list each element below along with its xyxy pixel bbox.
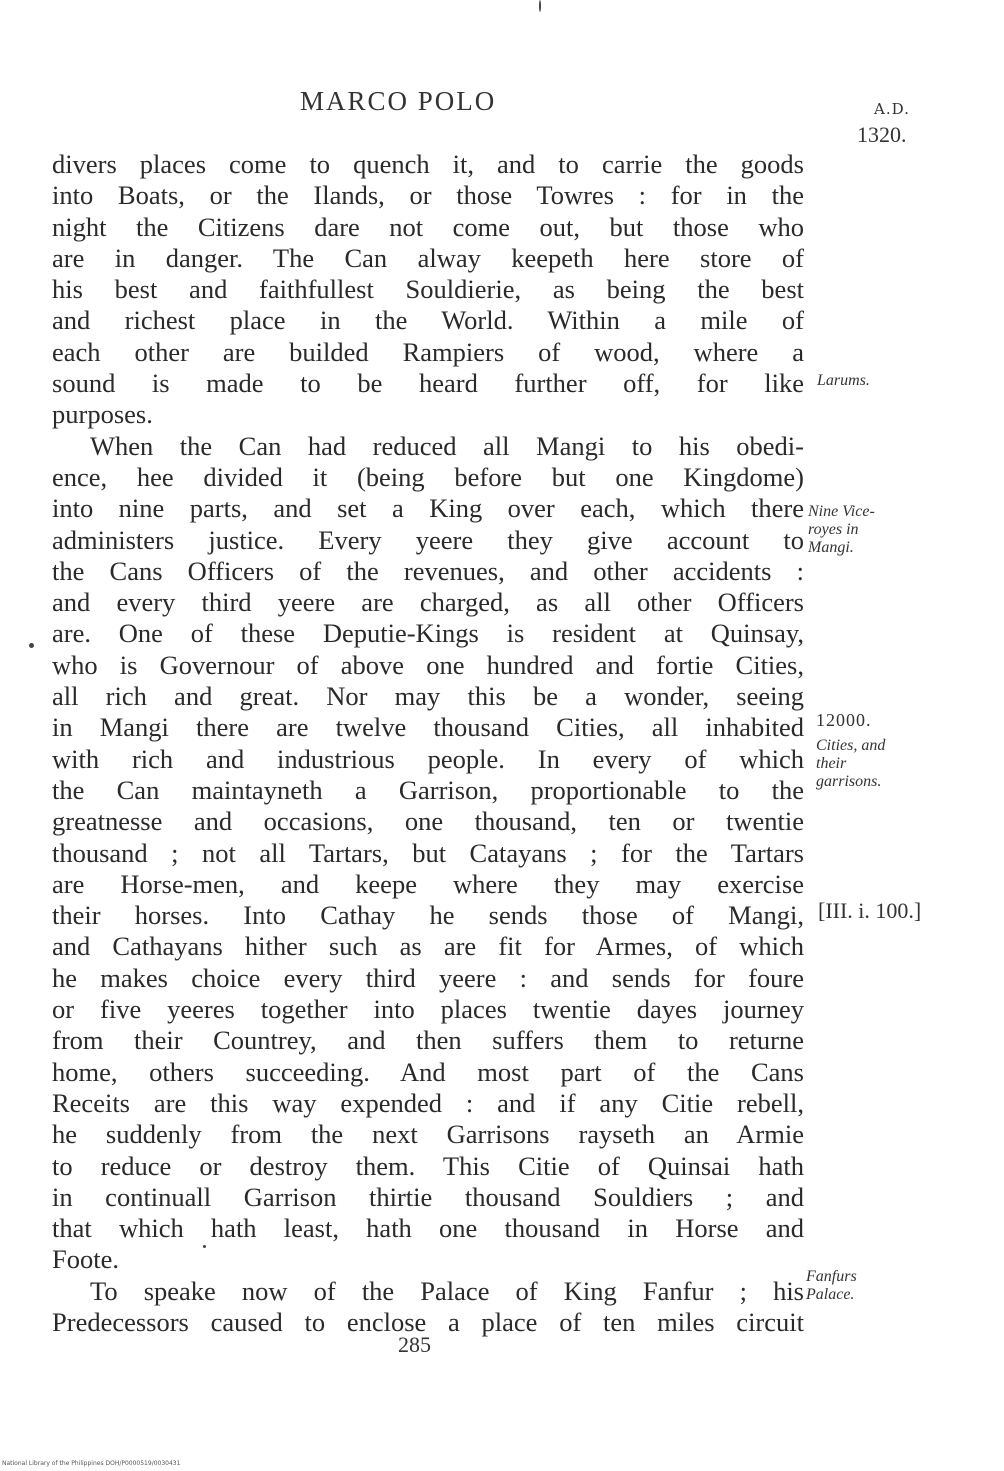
margin-note-line: Nine Vice- [808, 503, 875, 520]
text-line: into nine parts, and set a King over each, which there [52, 493, 804, 524]
text-line: Foote. [52, 1244, 119, 1275]
scan-speck [203, 1245, 206, 1248]
text-line: sound is made to be heard further off, for like [52, 368, 804, 399]
text-line: the Cans Officers of the revenues, and other accidents : [52, 555, 804, 586]
text-line: that which hath least, hath one thousand in Horse and [52, 1213, 804, 1244]
text-line: Predecessors caused to enclose a place of ten miles circuit [52, 1306, 804, 1337]
text-line: he suddenly from the next Garrisons rayseth an Armie [52, 1119, 804, 1150]
text-line: and every third yeere are charged, as all other Officers [52, 587, 804, 618]
scan-speck [29, 643, 34, 648]
text-line: who is Governour of above one hundred and fortie Cities, [52, 649, 804, 680]
text-line: into Boats, or the Ilands, or those Towres : for in the [52, 180, 804, 211]
paragraph-3 [52, 1276, 804, 1339]
paragraph-1 [52, 149, 804, 431]
text-line: or five yeeres together into places twentie dayes journey [52, 994, 804, 1025]
text-line: with rich and industrious people. In every of which [52, 743, 804, 774]
text-line: thousand ; not all Tartars, but Catayans ; for the Tartars [52, 837, 804, 868]
text-line: divers places come to quench it, and to carrie the goods [52, 149, 804, 179]
margin-reference: [III. i. 100.] [818, 898, 922, 923]
text-line: the Can maintayneth a Garrison, proportionable to the [52, 774, 804, 805]
text-line: his best and faithfullest Souldierie, as being the best [52, 274, 804, 305]
running-title: MARCO POLO [300, 86, 497, 116]
text-line: and richest place in the World. Within a mile of [52, 305, 804, 336]
scan-speck [539, 0, 541, 12]
text-line: in Mangi there are twelve thousand Cities, all inhabited [52, 712, 804, 743]
text-line: in continuall Garrison thirtie thousand Souldiers ; and [52, 1181, 804, 1212]
margin-note-cities-number: 12000. [816, 710, 872, 730]
text-line: night the Citizens dare not come out, but those who [52, 211, 804, 242]
page-header [0, 0, 1004, 147]
margin-note-line: Mangi. [808, 539, 854, 556]
text-line: administers justice. Every yeere they give account to [52, 524, 804, 555]
margin-note-line: garrisons. [816, 773, 882, 790]
margin-note-cities-garrisons [816, 737, 885, 791]
margin-note-line: Fanfurs [806, 1268, 857, 1285]
text-line: each other are builded Rampiers of wood, where a [52, 336, 804, 367]
text-line: all rich and great. Nor may this be a wonder, seeing [52, 681, 804, 712]
text-line: Receits are this way expended : and if any Citie rebell, [52, 1087, 804, 1118]
text-line: and Cathayans hither such as are fit for Armes, of which [52, 931, 804, 962]
text-line: from their Countrey, and then suffers them to returne [52, 1025, 804, 1056]
margin-note-larums: Larums. [817, 372, 870, 389]
text-line: When the Can had reduced all Mangi to his obedi- [90, 430, 804, 461]
date-era-label: A.D. [874, 100, 910, 118]
text-line: are Horse-men, and keepe where they may exercise [52, 868, 804, 899]
margin-note-line: Palace. [806, 1286, 855, 1303]
margin-note-line: royes in [808, 521, 859, 538]
text-line: purposes. [52, 399, 153, 430]
body-text [52, 149, 804, 1338]
margin-note-nine-viceroyes [808, 503, 875, 557]
text-line: to reduce or destroy them. This Citie of Quinsai hath [52, 1150, 804, 1181]
text-line: he makes choice every third yeere : and sends for foure [52, 962, 804, 993]
paragraph-2 [52, 431, 804, 1276]
date-year-label: 1320. [857, 122, 907, 147]
text-line: greatnesse and occasions, one thousand, ten or twentie [52, 806, 804, 837]
scan-footer: National Library of the Philippines DOH/P0000519/0030431 [2, 1460, 181, 1467]
page-number: 285 [398, 1332, 431, 1357]
text-line: ence, hee divided it (being before but one Kingdome) [52, 461, 804, 492]
margin-note-line: their [816, 755, 847, 772]
text-line: To speake now of the Palace of King Fanfur ; his [90, 1275, 804, 1306]
text-line: their horses. Into Cathay he sends those of Mangi, [52, 900, 804, 931]
text-line: are in danger. The Can alway keepeth here store of [52, 242, 804, 273]
text-line: are. One of these Deputie-Kings is resident at Quinsay, [52, 618, 804, 649]
margin-note-fanfurs-palace [806, 1268, 857, 1304]
margin-note-line: Cities, and [816, 737, 886, 754]
text-line: home, others succeeding. And most part of the Cans [52, 1056, 804, 1087]
